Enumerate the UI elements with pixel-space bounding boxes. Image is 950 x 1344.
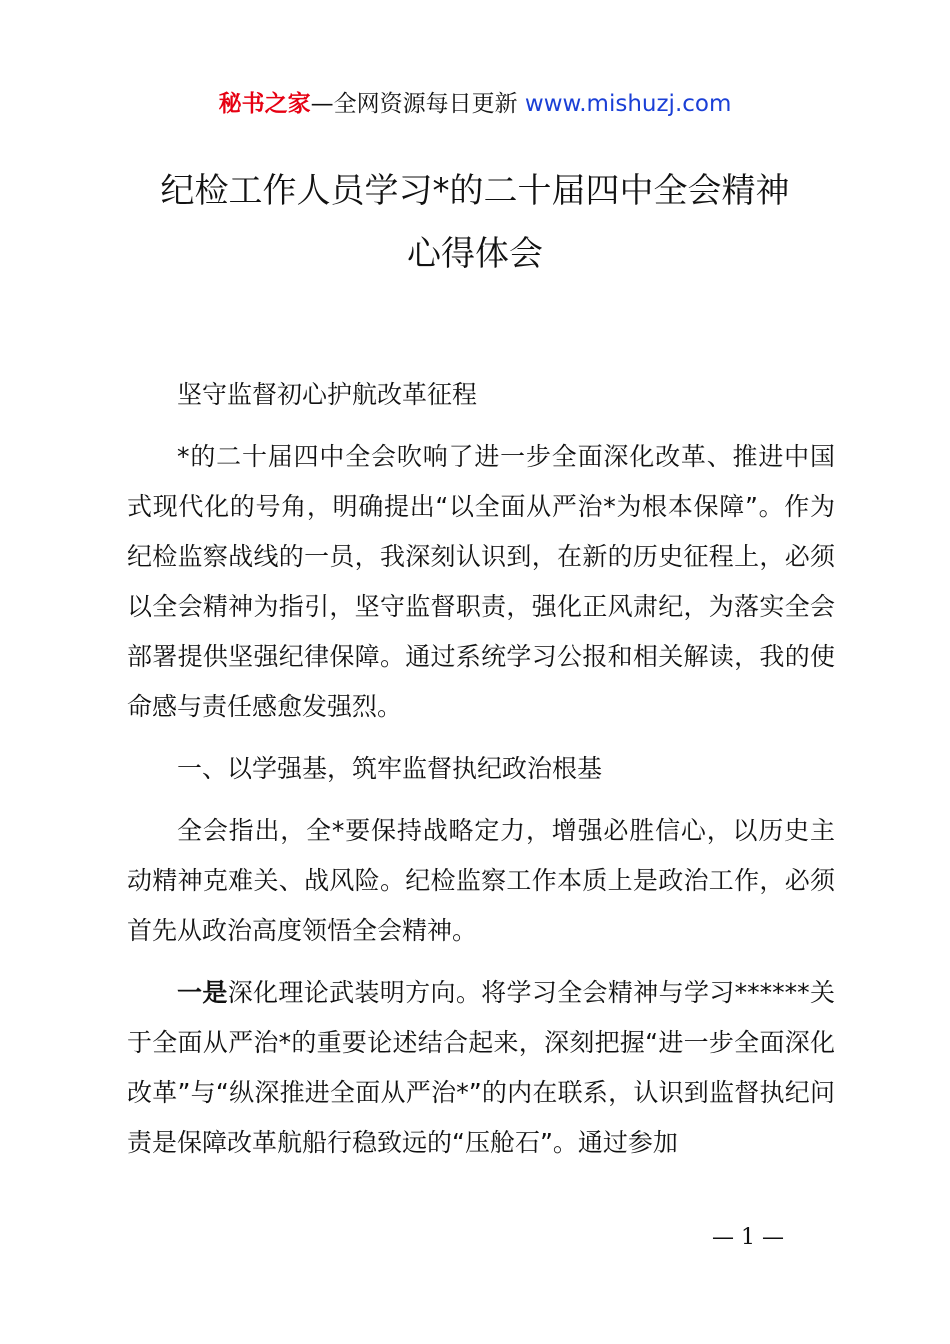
intro-paragraph: *的二十届四中全会吹响了进一步全面深化改革、推进中国式现代化的号角，明确提出“以全面从严治*为根本保障”。作为纪检监察战线的一员，我深刻认识到，在新的历史征程上，必须以全会精神为指引，坚守监督职责，强化正风肃纪，为落实全会部署提供坚强纪律保障。通过系统学习公报和相关解读，我的使命感与责任感愈发强烈。 bbox=[127, 442, 835, 721]
subtitle-paragraph: 坚守监督初心护航改革征程 bbox=[177, 380, 478, 409]
site-url-link[interactable]: www.mishuzj.com bbox=[524, 91, 732, 117]
header-tagline: —全网资源每日更新 bbox=[310, 91, 525, 117]
point-1-text: 深化理论武装明方向。将学习全会精神与学习******关于全面从严治*的重要论述结合起来，深刻把握“进一步全面深化改革”与“纵深推进全面从严治*”的内在联系，认识到监督执纪问责是保障改革航船行稳致远的“压舱石”。通过参加 bbox=[127, 978, 835, 1157]
title-line-1: 纪检工作人员学习*的二十届四中全会精神 bbox=[160, 171, 790, 211]
section-1-paragraph: 全会指出，全*要保持战略定力，增强必胜信心，以历史主动精神克难关、战风险。纪检监察工作本质上是政治工作，必须首先从政治高度领悟全会精神。 bbox=[127, 816, 835, 945]
title-line-2: 心得体会 bbox=[407, 234, 543, 274]
document-body bbox=[127, 370, 835, 1180]
page-number: — 1 — bbox=[712, 1225, 784, 1250]
brand-name: 秘书之家 bbox=[218, 91, 311, 117]
point-1-lead: 一是 bbox=[177, 978, 228, 1007]
section-heading-1: 一、以学强基，筑牢监督执纪政治根基 bbox=[177, 754, 603, 783]
document-title bbox=[0, 160, 950, 286]
site-header bbox=[0, 86, 950, 122]
point-1-paragraph bbox=[127, 968, 835, 1168]
